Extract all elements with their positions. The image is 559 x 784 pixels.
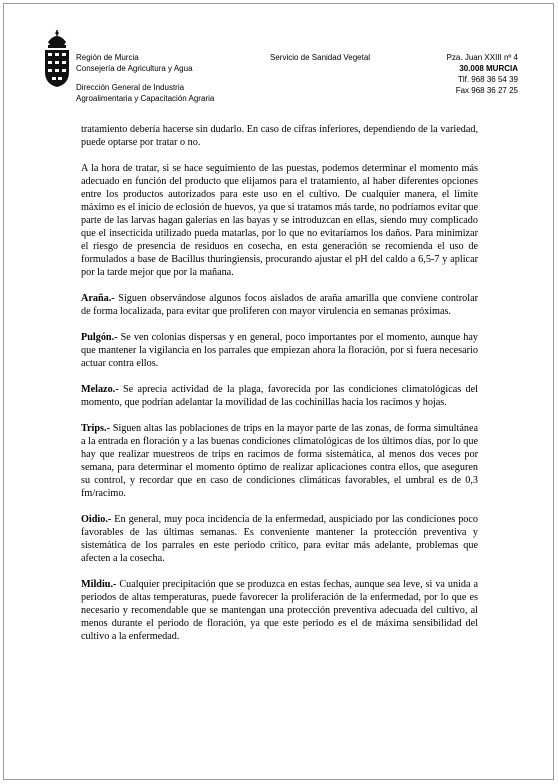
paragraph: tratamiento debería hacerse sin dudarlo. En caso de cifras inferiores, dependiendo de la variedad, puede optarse por tratar o no. <box>81 124 478 148</box>
city: 30.008 MURCIA <box>459 64 518 73</box>
region-name: Región de Murcia <box>76 53 139 62</box>
directorate-line-2: Agroalimentaria y Capacitación Agraria <box>76 94 215 103</box>
paragraph-pulgon: Pulgón.- Se ven colonias dispersas y en general, poco importantes por el momento, aunque hay que mantener la vigilancia en los parrales que empiezan ahora la floración, por si fuera necesario actuar contra ellos. <box>81 332 478 369</box>
paragraph-mildiu: Mildiu.- Cualquier precipitación que se produzca en estas fechas, aunque sea leve, si va unida a periodos de altas temperaturas, puede favorecer la proliferación de la enfermedad, por lo que es necesario y recomendable que se mantengan una protección preventiva adecuada del cultivo, al menos durante el periodo de floración, ya que este periodo es el de máxima sensibilidad del cultivo a la enfermedad. <box>81 579 478 642</box>
directorate-line-1: Dirección General de Industria <box>76 83 185 92</box>
paragraph-arana: Araña.- Siguen observándose algunos focos aislados de araña amarilla que conviene controlar de forma localizada, para evitar que proliferen con mayor virulencia en semanas próximas. <box>81 293 478 317</box>
section-title: Araña.- <box>81 293 115 304</box>
service-name: Servicio de Sanidad Vegetal <box>270 53 371 62</box>
document-body <box>81 123 478 656</box>
department-name: Consejería de Agricultura y Agua <box>76 64 193 73</box>
paragraph-trips: Trips.- Siguen altas las poblaciones de trips en la mayor parte de las zonas, de forma simultánea a la entrada en floración y a las buenas condiciones climatológicas de los últimos días, por lo que hay que realizar muestreos de trips en racimos de forma sistemática, al menos dos veces por semana, para determinar el momento óptimo de realizar aplicaciones contra ellos, que aseguren su control, y recordar que en caso de condiciones climáticas favorables, el umbral es de 0,3 fm/racimo. <box>81 423 478 499</box>
section-title: Melazo.- <box>81 384 119 395</box>
directorate-block <box>76 82 214 104</box>
paragraph-oidio: Oidio.- En general, muy poca incidencia de la enfermedad, auspiciado por las condiciones poco favorables de las últimas semanas. Es conveniente mantener la protección preventiva y sistemática de los parrales en este periodo crítico, para evitar más adelante, problemas que afecten a la cosecha. <box>81 514 478 564</box>
section-title: Trips.- <box>81 423 110 434</box>
contact-block <box>447 52 518 96</box>
section-title: Mildiu.- <box>81 579 117 590</box>
phone: Tlf. 968 36 54 39 <box>457 75 518 84</box>
address: Pza. Juan XXIII nº 4 <box>446 53 518 62</box>
murcia-crest-icon <box>42 30 72 88</box>
paragraph-melazo: Melazo.- Se aprecia actividad de la plaga, favorecida por las condiciones climatológicas del momento, que podrían adelantar la movilidad de las cochinillas hacia los racimos y hojas. <box>81 384 478 408</box>
region-block <box>76 52 193 74</box>
fax: Fax 968 36 27 25 <box>455 86 518 95</box>
section-title: Pulgón.- <box>81 332 118 343</box>
paragraph: A la hora de tratar, si se hace seguimiento de las puestas, podemos determinar el momento más adecuado en función del producto que elijamos para el tratamiento, al haber diferentes opciones entre los productos autorizados para este uso en el cultivo. De cualquier manera, el límite máximo es el inicio de eclosión de huevos, ya que si tratamos más tarde, no podríamos evitar que parte de las larvas hagan galerías en las bayas y se introduzcan en ellas, siendo muy complicado que el insecticida utilizado pueda matarlas, por lo que no evitaríamos los daños. Para minimizar el riesgo de presencia de residuos en cosecha, en esta generación se recomienda el uso de formulados a base de Bacillus thuringiensis, procurando ajustar el pH del caldo a 6,5-7 y aplicar por la tarde mejor que por la mañana. <box>81 163 478 278</box>
section-title: Oidio.- <box>81 514 112 525</box>
